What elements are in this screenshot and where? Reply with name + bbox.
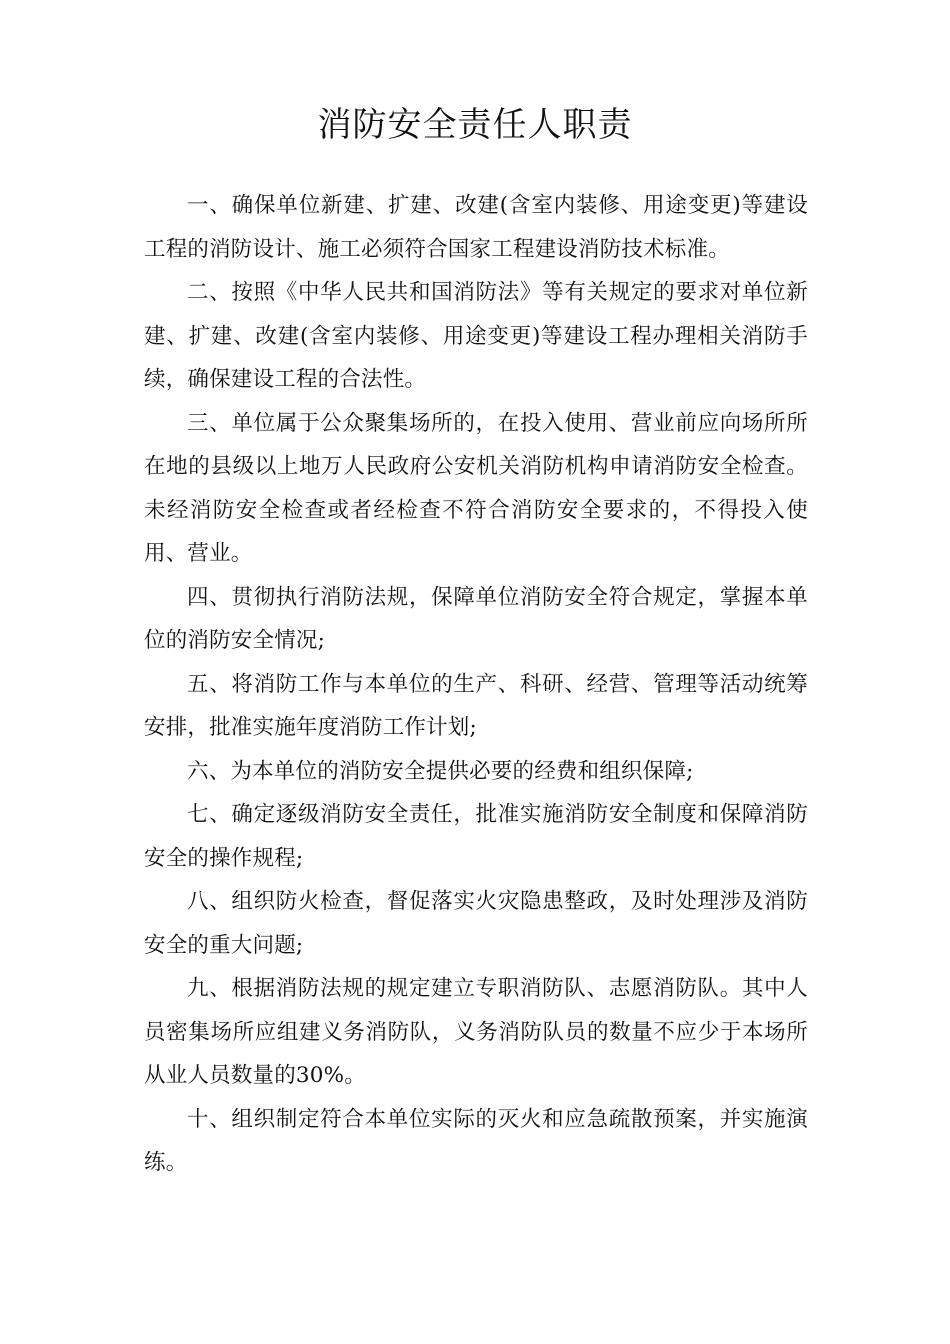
paragraph-8: 八、组织防火检查，督促落实火灾隐患整政，及时处理涉及消防安全的重大问题; — [144, 889, 808, 958]
paragraph-3: 三、单位属于公众聚集场所的，在投入使用、营业前应向场所所在地的县级以上地万人民政府公安机关消防机构申请消防安全检查。未经消防安全检查或者经检查不符合消防安全要求的，不得投入使用、营业。 — [144, 410, 808, 566]
document-title: 消防安全责任人职责 — [317, 105, 633, 145]
paragraph-9: 九、根据消防法规的规定建立专职消防队、志愿消防队。其中人员密集场所应组建义务消防队，义务消防队员的数量不应少于本场所从业人员数量的30%。 — [144, 976, 808, 1088]
document-body — [144, 184, 808, 1185]
paragraph-5: 五、将消防工作与本单位的生产、科研、经营、管理等活动统筹安排，批准实施年度消防工作计划; — [144, 671, 808, 740]
paragraph-2: 二、按照《中华人民共和国消防法》等有关规定的要求对单位新建、扩建、改建(含室内装修、用途变更)等建设工程办理相关消防手续，确保建设工程的合法性。 — [144, 280, 808, 392]
paragraph-1: 一、确保单位新建、扩建、改建(含室内装修、用途变更)等建设工程的消防设计、施工必须符合国家工程建设消防技术标准。 — [144, 193, 808, 262]
paragraph-4: 四、贯彻执行消防法规，保障单位消防安全符合规定，掌握本单位的消防安全情况; — [144, 584, 808, 653]
paragraph-6: 六、为本单位的消防安全提供必要的经费和组织保障; — [187, 758, 694, 784]
paragraph-10: 十、组织制定符合本单位实际的灭火和应急疏散预案，并实施演练。 — [144, 1106, 808, 1175]
paragraph-7: 七、确定逐级消防安全责任，批准实施消防安全制度和保障消防安全的操作规程; — [144, 802, 808, 871]
